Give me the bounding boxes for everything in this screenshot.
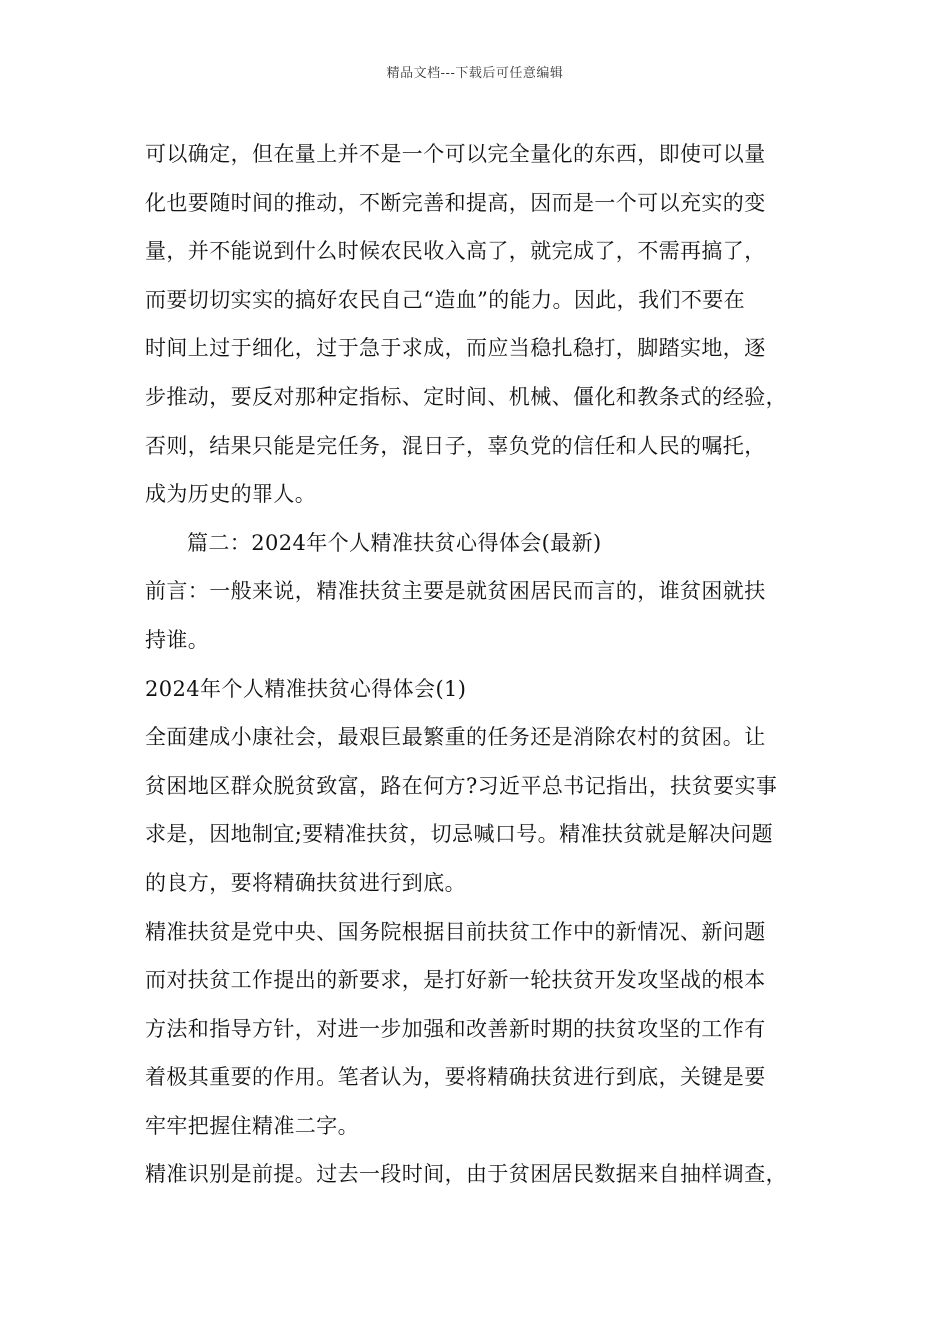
paragraph-line: 量，并不能说到什么时候农民收入高了，就完成了，不需再搞了， xyxy=(145,239,766,264)
section-heading: 篇二：2024年个人精准扶贫心得体会(最新) xyxy=(187,530,602,555)
paragraph-line: 时间上过于细化，过于急于求成，而应当稳扎稳打，脚踏实地，逐 xyxy=(145,336,766,361)
subsection-heading: 2024年个人精准扶贫心得体会(1) xyxy=(145,676,467,701)
paragraph-line: 精准扶贫是党中央、国务院根据目前扶贫工作中的新情况、新问题 xyxy=(145,919,766,944)
paragraph-line: 方法和指导方针，对进一步加强和改善新时期的扶贫攻坚的工作有 xyxy=(145,1016,766,1041)
paragraph-line: 步推动，要反对那种定指标、定时间、机械、僵化和教条式的经验， xyxy=(145,384,787,409)
paragraph-line: 持谁。 xyxy=(145,627,210,652)
paragraph-line: 求是，因地制宜;要精准扶贫，切忌喊口号。精准扶贫就是解决问题 xyxy=(145,822,774,847)
paragraph-line: 全面建成小康社会，最艰巨最繁重的任务还是消除农村的贫困。让 xyxy=(145,725,766,750)
paragraph-line: 的良方，要将精确扶贫进行到底。 xyxy=(145,870,466,895)
paragraph-line: 牢牢把握住精准二字。 xyxy=(145,1113,359,1138)
paragraph-line: 成为历史的罪人。 xyxy=(145,482,317,507)
paragraph-line: 前言：一般来说，精准扶贫主要是就贫困居民而言的，谁贫困就扶 xyxy=(145,579,766,604)
paragraph-line: 而对扶贫工作提出的新要求，是打好新一轮扶贫开发攻坚战的根本 xyxy=(145,968,766,993)
paragraph-line: 否则，结果只能是完任务，混日子，辜负党的信任和人民的嘱托， xyxy=(145,433,766,458)
page-header: 精品文档---下载后可任意编辑 xyxy=(386,66,564,81)
paragraph-line: 着极其重要的作用。笔者认为，要将精确扶贫进行到底，关键是要 xyxy=(145,1065,766,1090)
paragraph-line: 而要切切实实的搞好农民自己“造血”的能力。因此，我们不要在 xyxy=(145,287,746,312)
paragraph-line: 可以确定，但在量上并不是一个可以完全量化的东西，即使可以量 xyxy=(145,142,766,166)
document-body xyxy=(145,130,825,1199)
paragraph-line: 精准识别是前提。过去一段时间，由于贫困居民数据来自抽样调查， xyxy=(145,1162,787,1187)
paragraph-line: 贫困地区群众脱贫致富，路在何方?习近平总书记指出，扶贫要实事 xyxy=(145,773,778,798)
paragraph-line: 化也要随时间的推动，不断完善和提高，因而是一个可以充实的变 xyxy=(145,190,766,215)
